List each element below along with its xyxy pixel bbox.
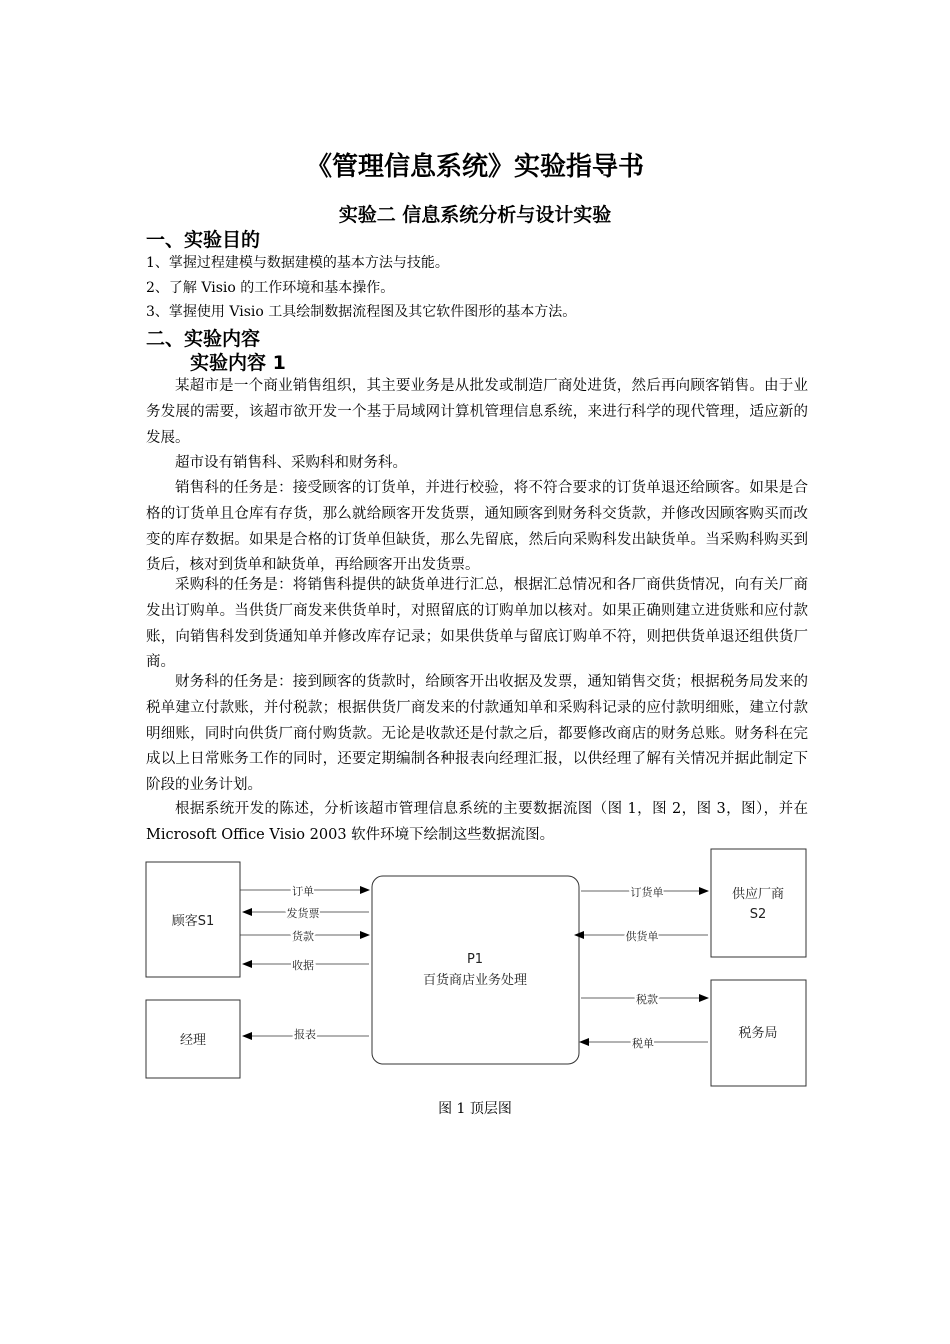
supplier-entity-box [711, 849, 806, 957]
process-box [372, 876, 579, 1064]
supplier-entity-label-line1: 供应厂商 [731, 887, 785, 902]
flow-purchase-order-label: 订货单 [630, 886, 664, 899]
section-heading-content: 二、实验内容 [146, 328, 261, 350]
flow-receipt-label: 收据 [292, 959, 314, 972]
section-heading-purpose: 一、实验目的 [146, 229, 261, 251]
paragraph-purchasing: 采购科的任务是：将销售科提供的缺货单进行汇总，根据汇总情况和各厂商供货情况，向有关厂商发出订购单。当供货厂商发来供货单时，对照留底的订购单加以核对。如果正确则建立进货账和应付款账，向销售科发到货通知单并修改库存记录；如果供货单与留底订购单不符，则把供货单退还组供货厂商。 [146, 577, 808, 671]
paragraph-sales: 销售科的任务是：接受顾客的订货单，并进行校验，将不符合要求的订货单退还给顾客。如果是合格的订货单且仓库有存货，那么就给顾客开发货票，通知顾客到财务科交货款，并修改因顾客购买而改变的库存数据。如果是合格的订货单但缺货，那么先留底，然后向采购科发出缺货单。当采购科购买到货后，核对到货单和缺货单，再给顾客开出发货票。 [146, 480, 808, 574]
data-flow-diagram [140, 840, 820, 1095]
content-subheading: 实验内容 1 [190, 352, 286, 374]
customer-entity-label: 顾客S1 [171, 914, 215, 929]
flow-tax-bill-label: 税单 [632, 1037, 654, 1050]
purpose-item-1: 1、掌握过程建模与数据建模的基本方法与技能。 [146, 255, 449, 271]
figure-caption: 图 1 顶层图 [438, 1101, 512, 1117]
flow-invoice-label: 发货票 [286, 907, 320, 920]
purpose-item-2: 2、了解 Visio 的工作环境和基本操作。 [146, 280, 395, 296]
manager-entity-label: 经理 [179, 1033, 207, 1048]
document-title: 《管理信息系统》实验指导书 [305, 152, 644, 182]
process-id: P1 [466, 952, 484, 967]
supplier-entity-label-line2: S2 [749, 907, 767, 922]
paragraph-task: 根据系统开发的陈述，分析该超市管理信息系统的主要数据流图（图 1，图 2，图 3，图），并在 Microsoft Office Visio 2003 软件环境下绘制这些数据流图。 [146, 801, 808, 843]
flow-report-label: 报表 [294, 1028, 316, 1041]
flow-payment-label: 货款 [292, 930, 314, 943]
flow-tax-payment-label: 税款 [636, 993, 658, 1006]
experiment-subtitle: 实验二 信息系统分析与设计实验 [338, 204, 612, 226]
process-name: 百货商店业务处理 [422, 973, 528, 988]
flow-supply-note-label: 供货单 [625, 930, 659, 943]
flow-order-label: 订单 [292, 885, 314, 898]
paragraph-finance: 财务科的任务是：接到顾客的货款时，给顾客开出收据及发票，通知销售交货；根据税务局发来的税单建立付款账，并付税款；根据供货厂商发来的付款通知单和采购科记录的应付款明细账，建立付款明细账，同时向供货厂商付购货款。无论是收款还是付款之后，都要修改商店的财务总账。财务科在完成以上日常账务工作的同时，还要定期编制各种报表向经理汇报，以供经理了解有关情况并据此制定下阶段的业务计划。 [146, 674, 808, 794]
paragraph-departments: 超市设有销售科、采购科和财务科。 [175, 455, 407, 471]
purpose-item-3: 3、掌握使用 Visio 工具绘制数据流程图及其它软件图形的基本方法。 [146, 304, 577, 320]
tax-bureau-entity-label: 税务局 [738, 1026, 778, 1041]
paragraph-intro: 某超市是一个商业销售组织，其主要业务是从批发或制造厂商处进货，然后再向顾客销售。由于业务发展的需要，该超市欲开发一个基于局域网计算机管理信息系统，来进行科学的现代管理，适应新的发展。 [146, 378, 808, 446]
